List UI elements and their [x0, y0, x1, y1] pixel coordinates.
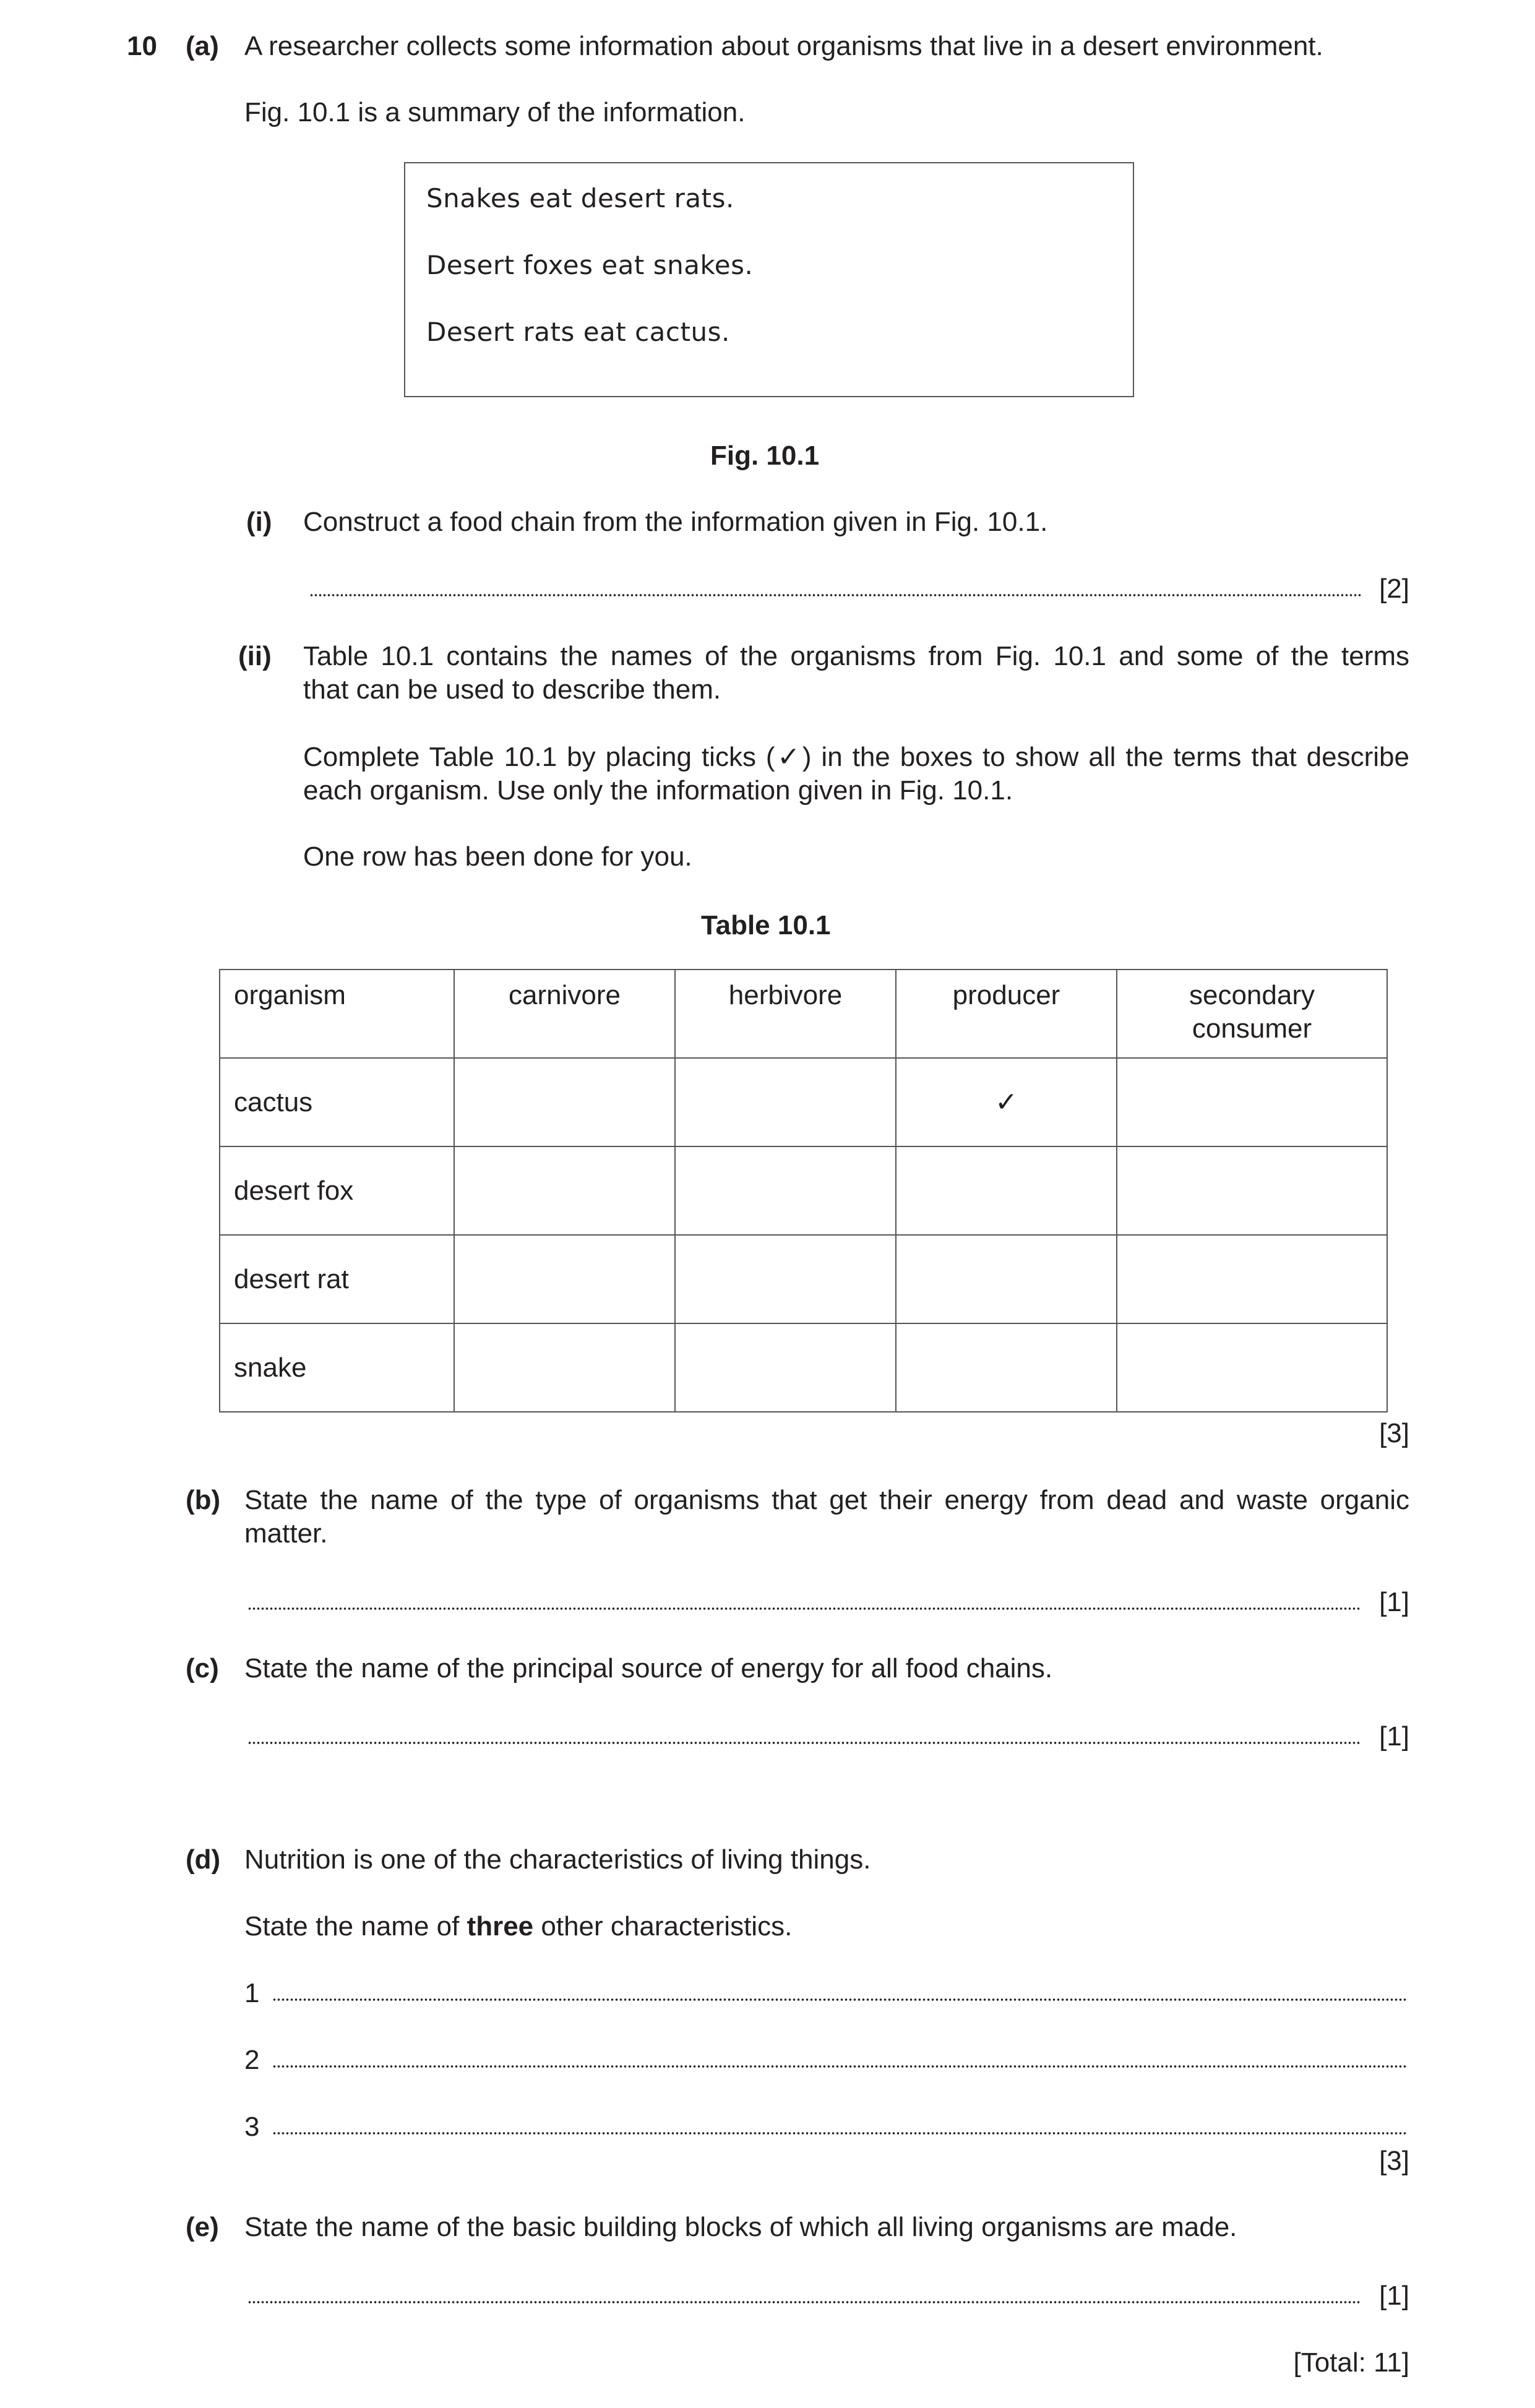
- answer-line-d3[interactable]: [272, 2131, 1408, 2136]
- answer-number-3: 3: [244, 2112, 260, 2142]
- part-b-text-1: State the name of the type of organisms that get their energy from dead and waste organic: [244, 1485, 1409, 1515]
- header-herbivore: herbivore: [675, 970, 896, 1058]
- answer-line-e[interactable]: [247, 2300, 1361, 2305]
- organism-cell: desert fox: [220, 1146, 454, 1235]
- table-header-row: [220, 970, 1387, 1058]
- mark-ai: [2]: [1379, 574, 1409, 604]
- answer-line-b[interactable]: [247, 1606, 1361, 1611]
- table-caption: Table 10.1: [701, 910, 831, 940]
- header-secondary-consumer: secondary consumer: [1117, 970, 1387, 1058]
- part-d-label: (d): [186, 1844, 221, 1875]
- tick-box[interactable]: [1117, 1235, 1387, 1323]
- tick-box[interactable]: [454, 1323, 675, 1412]
- question-number: 10: [127, 31, 157, 61]
- tick-box[interactable]: [1117, 1323, 1387, 1412]
- answer-line-c[interactable]: [247, 1740, 1361, 1745]
- fig-line-3: Desert rats eat cactus.: [426, 317, 730, 347]
- organism-cell: snake: [220, 1323, 454, 1412]
- table-10-1: [219, 969, 1388, 1413]
- mark-c: [1]: [1379, 1721, 1409, 1752]
- organism-cell: desert rat: [220, 1235, 454, 1323]
- part-d-text: Nutrition is one of the characteristics of living things.: [244, 1844, 871, 1875]
- tick-box[interactable]: [896, 1323, 1117, 1412]
- part-b-text-2: matter.: [244, 1518, 328, 1549]
- mark-b: [1]: [1379, 1587, 1409, 1617]
- part-a-text: A researcher collects some information about organisms that live in a desert environment.: [244, 31, 1323, 61]
- part-aii-instr-1: Complete Table 10.1 by placing ticks (✓) in the boxes to show all the terms that describe: [303, 742, 1409, 772]
- organism-cell: cactus: [220, 1058, 454, 1146]
- tick-box[interactable]: [675, 1235, 896, 1323]
- header-producer: producer: [896, 970, 1117, 1058]
- fig-caption: Fig. 10.1: [710, 441, 820, 471]
- tick-box[interactable]: [896, 1146, 1117, 1235]
- part-b-label: (b): [186, 1485, 221, 1515]
- part-c-text: State the name of the principal source of energy for all food chains.: [244, 1653, 1053, 1683]
- part-a-label: (a): [186, 31, 219, 61]
- tick-box[interactable]: [1117, 1146, 1387, 1235]
- tick-box[interactable]: [675, 1146, 896, 1235]
- part-d-instruction-pre: State the name of: [244, 1911, 467, 1941]
- fig-intro-text: Fig. 10.1 is a summary of the information.: [244, 97, 746, 127]
- answer-number-1: 1: [244, 1978, 260, 2008]
- tick-box: ✓: [896, 1058, 1117, 1146]
- tick-box[interactable]: [1117, 1058, 1387, 1146]
- part-d-instruction-bold: three: [467, 1911, 534, 1941]
- tick-box[interactable]: [675, 1058, 896, 1146]
- tick-box[interactable]: [454, 1235, 675, 1323]
- mark-d: [3]: [1379, 2146, 1409, 2176]
- part-e-label: (e): [186, 2212, 219, 2242]
- table-row: [220, 1058, 1387, 1146]
- part-aii-text-1: Table 10.1 contains the names of the organisms from Fig. 10.1 and some of the terms: [303, 641, 1409, 671]
- mark-aii: [3]: [1379, 1418, 1409, 1448]
- part-aii-done: One row has been done for you.: [303, 841, 692, 872]
- table-row: [220, 1323, 1387, 1412]
- header-organism: organism: [220, 970, 454, 1058]
- part-d-instruction: [244, 1910, 792, 1943]
- answer-line-d2[interactable]: [272, 2064, 1408, 2069]
- tick-box[interactable]: [454, 1146, 675, 1235]
- fig-line-2: Desert foxes eat snakes.: [426, 250, 754, 280]
- part-c-label: (c): [186, 1653, 219, 1683]
- fig-line-1: Snakes eat desert rats.: [426, 183, 734, 213]
- answer-number-2: 2: [244, 2045, 260, 2075]
- table-row: [220, 1146, 1387, 1235]
- answer-line-ai[interactable]: [309, 593, 1361, 598]
- mark-e: [1]: [1379, 2281, 1409, 2311]
- part-e-text: State the name of the basic building blocks of which all living organisms are made.: [244, 2212, 1237, 2242]
- part-ai-text: Construct a food chain from the information given in Fig. 10.1.: [303, 507, 1048, 537]
- header-carnivore: carnivore: [454, 970, 675, 1058]
- part-aii-label: (ii): [238, 641, 272, 671]
- part-aii-text-2: that can be used to describe them.: [303, 674, 721, 705]
- tick-box[interactable]: [454, 1058, 675, 1146]
- part-ai-label: (i): [246, 507, 272, 537]
- tick-box[interactable]: [896, 1235, 1117, 1323]
- fig-10-1-box: [404, 162, 1134, 397]
- tick-box[interactable]: [675, 1323, 896, 1412]
- part-aii-instr-2: each organism. Use only the information given in Fig. 10.1.: [303, 775, 1013, 806]
- total-marks: [Total: 11]: [1293, 2347, 1409, 2378]
- table-row: [220, 1235, 1387, 1323]
- answer-line-d1[interactable]: [272, 1997, 1408, 2002]
- part-d-instruction-post: other characteristics.: [533, 1911, 793, 1941]
